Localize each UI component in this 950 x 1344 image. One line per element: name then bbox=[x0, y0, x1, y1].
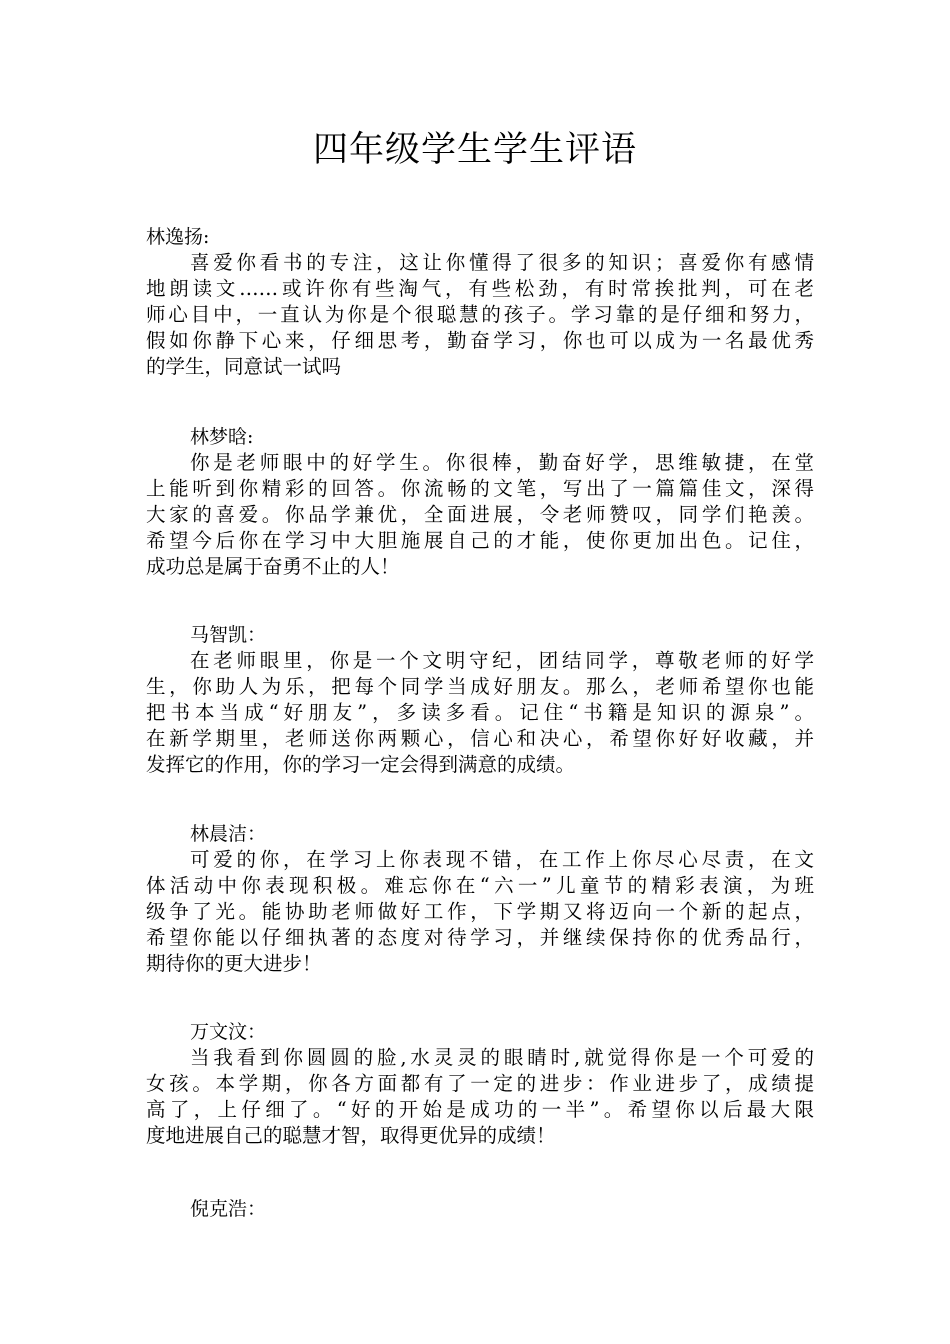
student-comment bbox=[146, 1196, 814, 1222]
comment-line: 女孩。本学期，你各方面都有了一定的进步：作业进步了，成绩提 bbox=[146, 1072, 814, 1095]
comment-line: 可爱的你，在学习上你表现不错，在工作上你尽心尽责，在文 bbox=[190, 848, 814, 871]
student-name: 林晨洁： bbox=[190, 823, 267, 845]
comment-line: 假如你静下心来，仔细思考，勤奋学习，你也可以成为一名最优秀 bbox=[146, 329, 814, 352]
comment-line: 在新学期里，老师送你两颗心，信心和决心，希望你好好收藏，并 bbox=[146, 727, 814, 750]
comment-line: 的学生，同意试一试吗 bbox=[146, 355, 342, 378]
comment-line: 喜爱你看书的专注，这让你懂得了很多的知识；喜爱你有感情 bbox=[190, 251, 814, 274]
comment-line: 高了，上仔细了。“好的开始是成功的一半”。希望你以后最大限 bbox=[146, 1098, 814, 1121]
comment-line: 大家的喜爱。你品学兼优，全面进展，令老师赞叹，同学们艳羡。 bbox=[146, 503, 814, 526]
comment-line: 成功总是属于奋勇不止的人！ bbox=[146, 555, 400, 578]
comment-line: 当我看到你圆圆的脸,水灵灵的眼睛时,就觉得你是一个可爱的 bbox=[190, 1046, 814, 1069]
comment-line: 级争了光。能协助老师做好工作，下学期又将迈向一个新的起点， bbox=[146, 900, 814, 923]
comment-line: 师心目中，一直认为你是个很聪慧的孩子。学习靠的是仔细和努力， bbox=[146, 303, 814, 326]
comment-line: 把书本当成“好朋友”，多读多看。记住“书籍是知识的源泉”。 bbox=[146, 701, 814, 724]
comment-line: 生，你助人为乐，把每个同学当成好朋友。那么，老师希望你也能 bbox=[146, 675, 814, 698]
comment-line: 你是老师眼中的好学生。你很棒，勤奋好学，思维敏捷，在堂 bbox=[190, 451, 814, 474]
student-name: 万文汶： bbox=[190, 1021, 267, 1043]
comment-line: 希望今后你在学习中大胆施展自己的才能，使你更加出色。记住， bbox=[146, 529, 814, 552]
comment-line: 度地进展自己的聪慧才智，取得更优异的成绩！ bbox=[146, 1124, 556, 1147]
comment-line: 上能听到你精彩的回答。你流畅的文笔，写出了一篇篇佳文，深得 bbox=[146, 477, 814, 500]
student-comment bbox=[146, 821, 814, 977]
student-comment bbox=[146, 622, 814, 778]
comment-line: 体活动中你表现积极。难忘你在“六一”儿童节的精彩表演，为班 bbox=[146, 874, 814, 897]
student-comment bbox=[146, 424, 814, 580]
student-name: 倪克浩： bbox=[190, 1198, 267, 1220]
student-comment bbox=[146, 224, 814, 380]
document-title: 四年级学生学生评语 bbox=[312, 130, 637, 170]
comment-line: 期待你的更大进步！ bbox=[146, 952, 322, 975]
comment-line: 在老师眼里，你是一个文明守纪，团结同学，尊敬老师的好学 bbox=[190, 649, 814, 672]
comment-line: 希望你能以仔细执著的态度对待学习，并继续保持你的优秀品行， bbox=[146, 926, 814, 949]
student-comment bbox=[146, 1019, 814, 1149]
comment-line: 发挥它的作用，你的学习一定会得到满意的成绩。 bbox=[146, 753, 576, 776]
student-name: 马智凯： bbox=[190, 624, 267, 646]
student-name: 林逸扬: bbox=[146, 226, 210, 248]
comment-line: 地朗读文……或许你有些淘气，有些松劲，有时常挨批判，可在老 bbox=[146, 277, 814, 300]
student-name: 林梦晗: bbox=[190, 426, 254, 448]
